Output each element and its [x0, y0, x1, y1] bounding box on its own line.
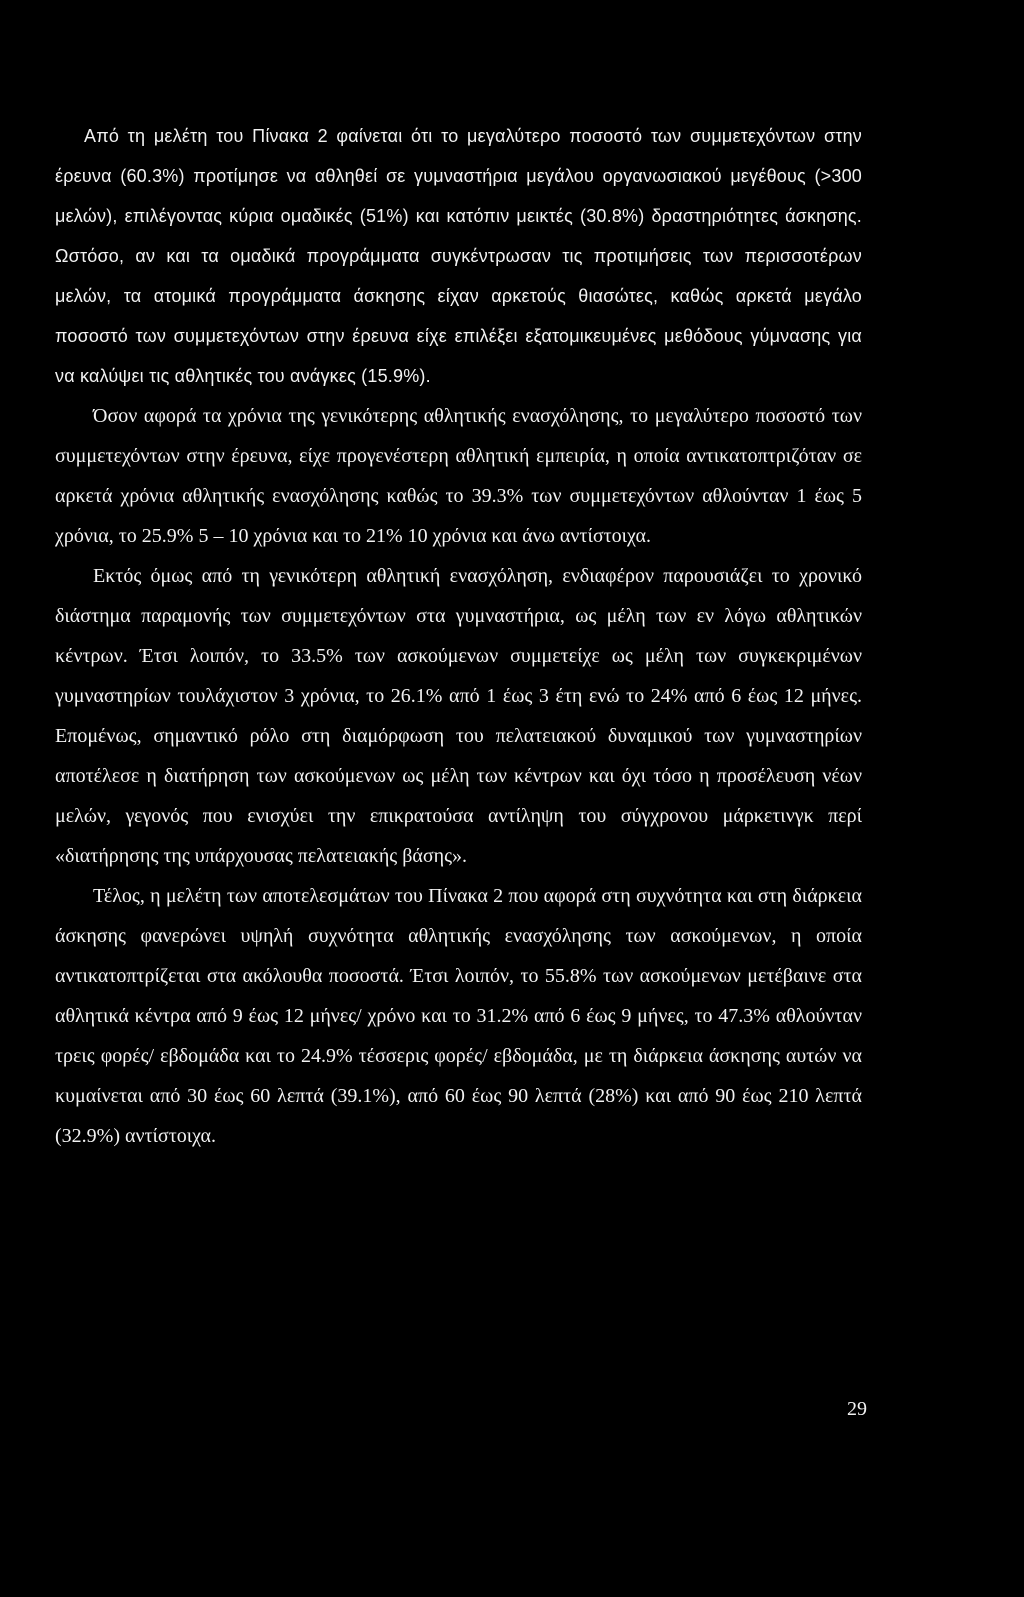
document-body [55, 116, 862, 1156]
paragraph: Από τη μελέτη του Πίνακα 2 φαίνεται ότι το μεγαλύτερο ποσοστό των συμμετεχόντων στην έρευνα (60.3%) προτίμησε να αθληθεί σε γυμναστήρια μεγάλου οργανωσιακού μεγέθους (>300 μελών), επιλέγοντας κύρια ομαδικές (51%) και κατόπιν μεικτές (30.8%) δραστηριότητες άσκησης. Ωστόσο, αν και τα ομαδικά προγράμματα συγκέντρωσαν τις προτιμήσεις των περισσοτέρων μελών, τα ατομικά προγράμματα άσκησης είχαν αρκετούς θιασώτες, καθώς αρκετά μεγάλο ποσοστό των συμμετεχόντων στην έρευνα είχε επιλέξει εξατομικευμένες μεθόδους γύμνασης για να καλύψει τις αθλητικές του ανάγκες (15.9%). [55, 126, 862, 386]
paragraph: Τέλος, η μελέτη των αποτελεσμάτων του Πίνακα 2 που αφορά στη συχνότητα και στη διάρκεια άσκησης φανερώνει υψηλή συχνότητα αθλητικής ενασχόλησης των ασκούμενων, η οποία αντικατοπτρίζεται στα ακόλουθα ποσοστά. Έτσι λοιπόν, το 55.8% των ασκούμενων μετέβαινε στα αθλητικά κέντρα από 9 έως 12 μήνες/ χρόνο και το 31.2% από 6 έως 9 μήνες, το 47.3% αθλούνταν τρεις φορές/ εβδομάδα και το 24.9% τέσσερις φορές/ εβδομάδα, με τη διάρκεια άσκησης αυτών να κυμαίνεται από 30 έως 60 λεπτά (39.1%), από 60 έως 90 λεπτά (28%) και από 90 έως 210 λεπτά (32.9%) αντίστοιχα. [55, 885, 862, 1147]
paragraph: Εκτός όμως από τη γενικότερη αθλητική ενασχόληση, ενδιαφέρον παρουσιάζει το χρονικό διάστημα παραμονής των συμμετεχόντων στα γυμναστήρια, ως μέλη των εν λόγω αθλητικών κέντρων. Έτσι λοιπόν, το 33.5% των ασκούμενων συμμετείχε ως μέλη των συγκεκριμένων γυμναστηρίων τουλάχιστον 3 χρόνια, το 26.1% από 1 έως 3 έτη ενώ το 24% από 6 έως 12 μήνες. Επομένως, σημαντικό ρόλο στη διαμόρφωση του πελατειακού δυναμικού των γυμναστηρίων αποτέλεσε η διατήρηση των ασκούμενων ως μέλη των κέντρων και όχι τόσο η προσέλευση νέων μελών, γεγονός που ενισχύει την επικρατούσα αντίληψη του σύγχρονου μάρκετινγκ περί «διατήρησης της υπάρχουσας πελατειακής βάσης». [55, 565, 862, 867]
paragraph: Όσον αφορά τα χρόνια της γενικότερης αθλητικής ενασχόλησης, το μεγαλύτερο ποσοστό των συμμετεχόντων στην έρευνα, είχε προγενέστερη αθλητική εμπειρία, η οποία αντικατοπτριζόταν σε αρκετά χρόνια αθλητικής ενασχόλησης καθώς το 39.3% των συμμετεχόντων αθλούνταν 1 έως 5 χρόνια, το 25.9% 5 – 10 χρόνια και το 21% 10 χρόνια και άνω αντίστοιχα. [55, 405, 862, 547]
page-number: 29 [847, 1398, 867, 1420]
